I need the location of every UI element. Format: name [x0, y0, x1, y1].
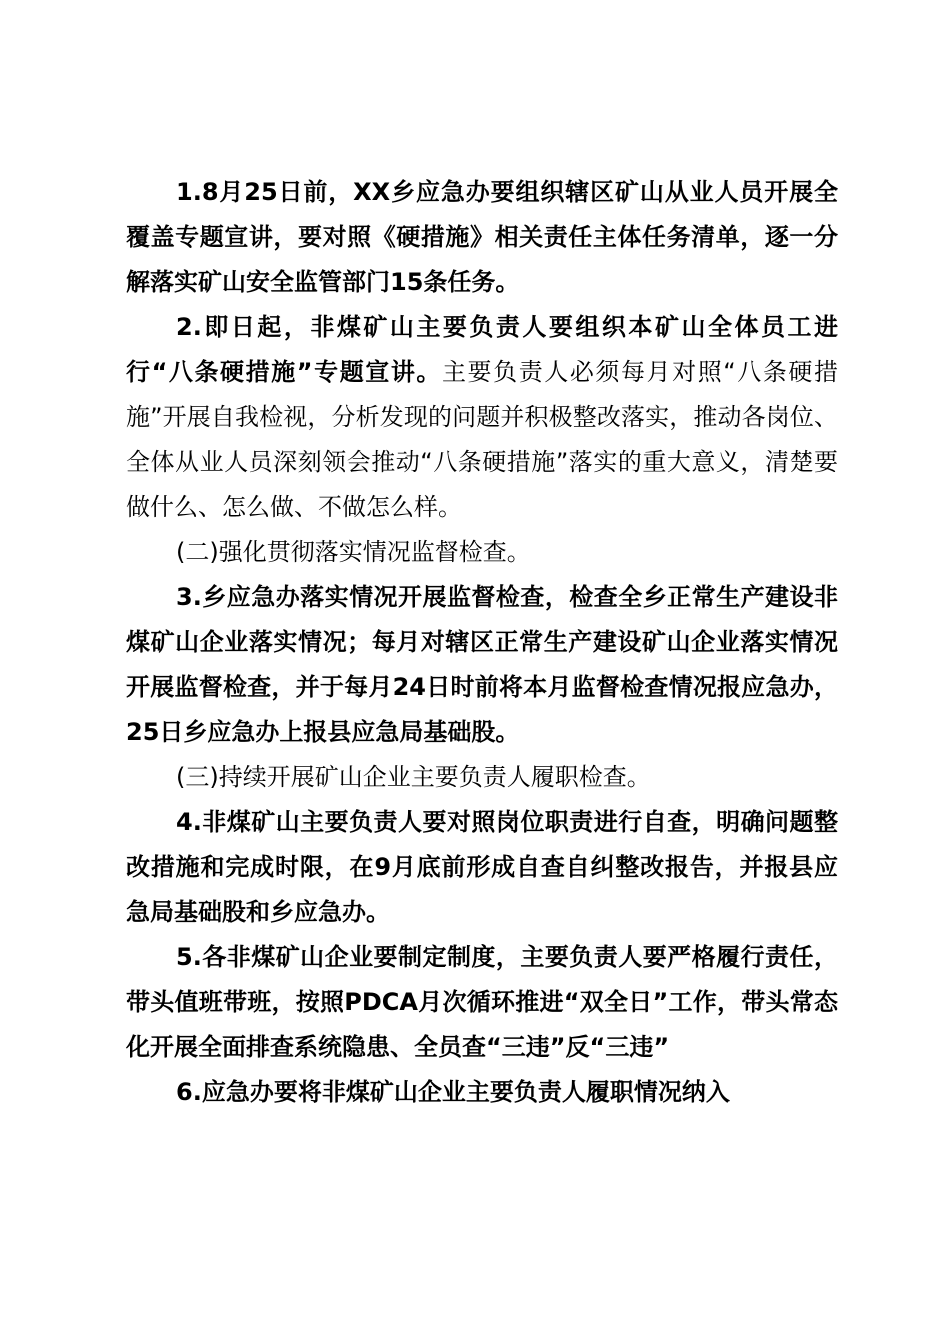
paragraph-item-6: 6.应急办要将非煤矿山企业主要负责人履职情况纳入: [176, 1078, 730, 1106]
paragraph-item-2-normal: 主要负责人必须每月对照“八条硬措施”开展自我检视，分析发现的问题并积极整改落实，推动各岗位、全体从业人员深刻领会推动“八条硬措施”落实的重大意义，清楚要做什么、怎么做、不做怎么样。: [126, 358, 838, 521]
paragraph-item-4: 4.非煤矿山主要负责人要对照岗位职责进行自查，明确问题整改措施和完成时限，在9月底前形成自查自纠整改报告，并报县应急局基础股和乡应急办。: [126, 808, 838, 926]
paragraph-item-2: [126, 305, 838, 530]
paragraph-item-5: 5.各非煤矿山企业要制定制度，主要负责人要严格履行责任，带头值班带班，按照PDCA月次循环推进“双全日”工作，带头常态化开展全面排查系统隐患、全员查“三违”反“三违”: [126, 943, 838, 1061]
document-body: [126, 170, 838, 1115]
paragraph-item-2-bold: 2.即日起，非煤矿山主要负责人要组织本矿山全体员工进行“八条硬措施”专题宣讲。: [126, 313, 838, 386]
paragraph-item-1: 1.8月25日前，XX乡应急办要组织辖区矿山从业人员开展全覆盖专题宣讲，要对照《硬措施》相关责任主体任务清单，逐一分解落实矿山安全监管部门15条任务。: [126, 178, 838, 296]
section-heading-3: (三)持续开展矿山企业主要负责人履职检查。: [176, 763, 651, 791]
paragraph-item-3: 3.乡应急办落实情况开展监督检查，检查全乡正常生产建设非煤矿山企业落实情况；每月对辖区正常生产建设矿山企业落实情况开展监督检查，并于每月24日时前将本月监督检查情况报应急办，25日乡应急办上报县应急局基础股。: [126, 583, 838, 746]
section-heading-2: (二)强化贯彻落实情况监督检查。: [176, 538, 531, 566]
